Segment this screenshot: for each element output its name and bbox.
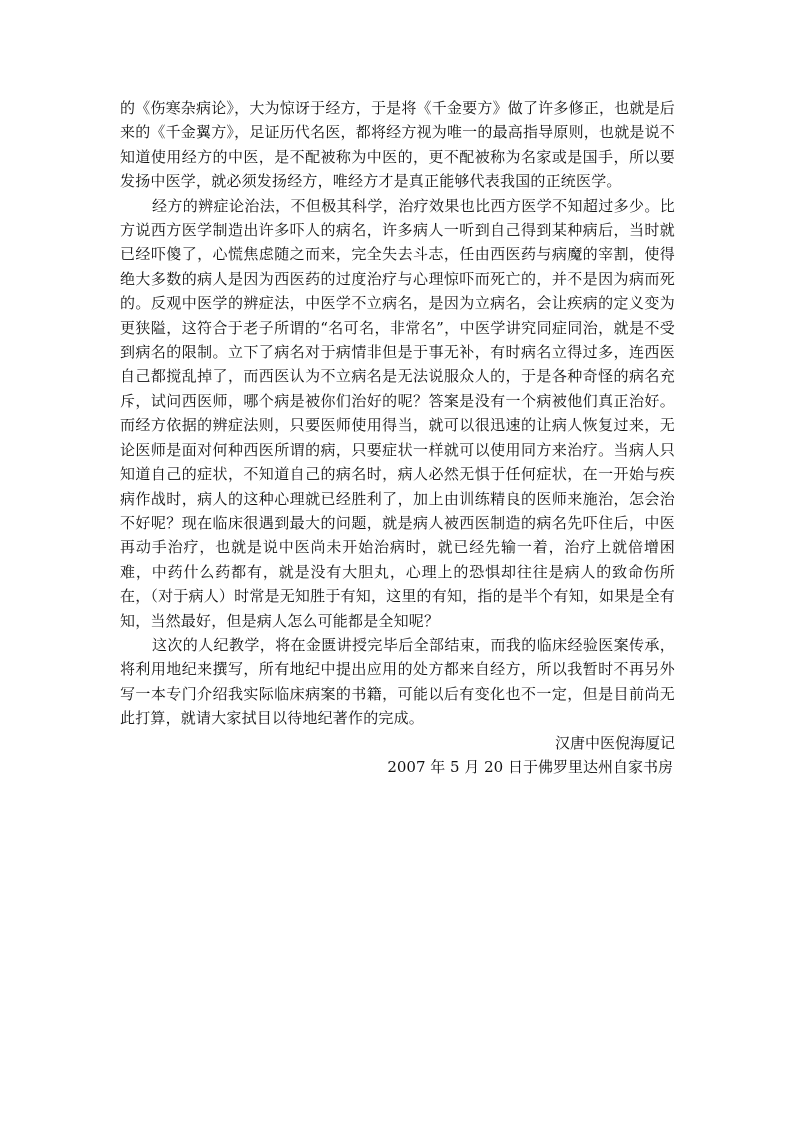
paragraph-3: 这次的人纪教学，将在金匮讲授完毕后全部结束，而我的临床经验医案传承，将利用地纪来撰写，所有地纪中提出应用的处方都来自经方，所以我暂时不再另外写一本专门介绍我实际临床病案的书籍，可能以后有变化也不一定，但是目前尚无此打算，就请大家拭目以待地纪著作的完成。 (120, 635, 675, 728)
paragraph-2: 经方的辨症论治法，不但极其科学，治疗效果也比西方医学不知超过多少。比方说西方医学制造出许多吓人的病名，许多病人一听到自己得到某种病后，当时就已经吓傻了，心慌焦虑随之而来，完全失去斗志，任由西医药与病魔的宰割，使得绝大多数的病人是因为西医药的过度治疗与心理惊吓而死亡的，并不是因为病而死的。反观中医学的辨症法，中医学不立病名，是因为立病名，会让疾病的定义变为更狭隘，这符合于老子所谓的“名可名，非常名”，中医学讲究同症同治，就是不受到病名的限制。立下了病名对于病情非但是于事无补，有时病名立得过多，连西医自己都搅乱掉了，而西医认为不立病名是无法说服众人的，于是各种奇怪的病名充斥，试问西医师，哪个病是被你们治好的呢？答案是没有一个病被他们真正治好。而经方依据的辨症法则，只要医师使用得当，就可以很迅速的让病人恢复过来，无论医师是面对何种西医所谓的病，只要症状一样就可以使用同方来治疗。当病人只知道自己的症状，不知道自己的病名时，病人必然无惧于任何症状，在一开始与疾病作战时，病人的这种心理就已经胜利了，加上由训练精良的医师来施治，怎会治不好呢？现在临床很遇到最大的问题，就是病人被西医制造的病名先吓住后，中医再动手治疗，也就是说中医尚未开始治病时，就已经先输一着，治疗上就倍增困难，中药什么药都有，就是没有大胆丸，心理上的恐惧却往往是病人的致命伤所在，（对于病人）时常是无知胜于有知，这里的有知，指的是半个有知，如果是全有知，当然最好，但是病人怎么可能都是全知呢？ (120, 196, 675, 630)
signature-date-place: 2007 年 5 月 20 日于佛罗里达州自家书房 (387, 757, 673, 776)
signature-name: 汉唐中医倪海厦记 (554, 733, 675, 752)
document-page (120, 96, 675, 779)
paragraph-1: 的《伤寒杂病论》，大为惊讶于经方，于是将《千金要方》做了许多修正，也就是后来的《千金翼方》，足证历代名医，都将经方视为唯一的最高指导原则，也就是说不知道使用经方的中医，是不配被称为中医的，更不配被称为名家或是国手，所以要发扬中医学，就必须发扬经方，唯经方才是真正能够代表我国的正统医学。 (120, 99, 675, 191)
